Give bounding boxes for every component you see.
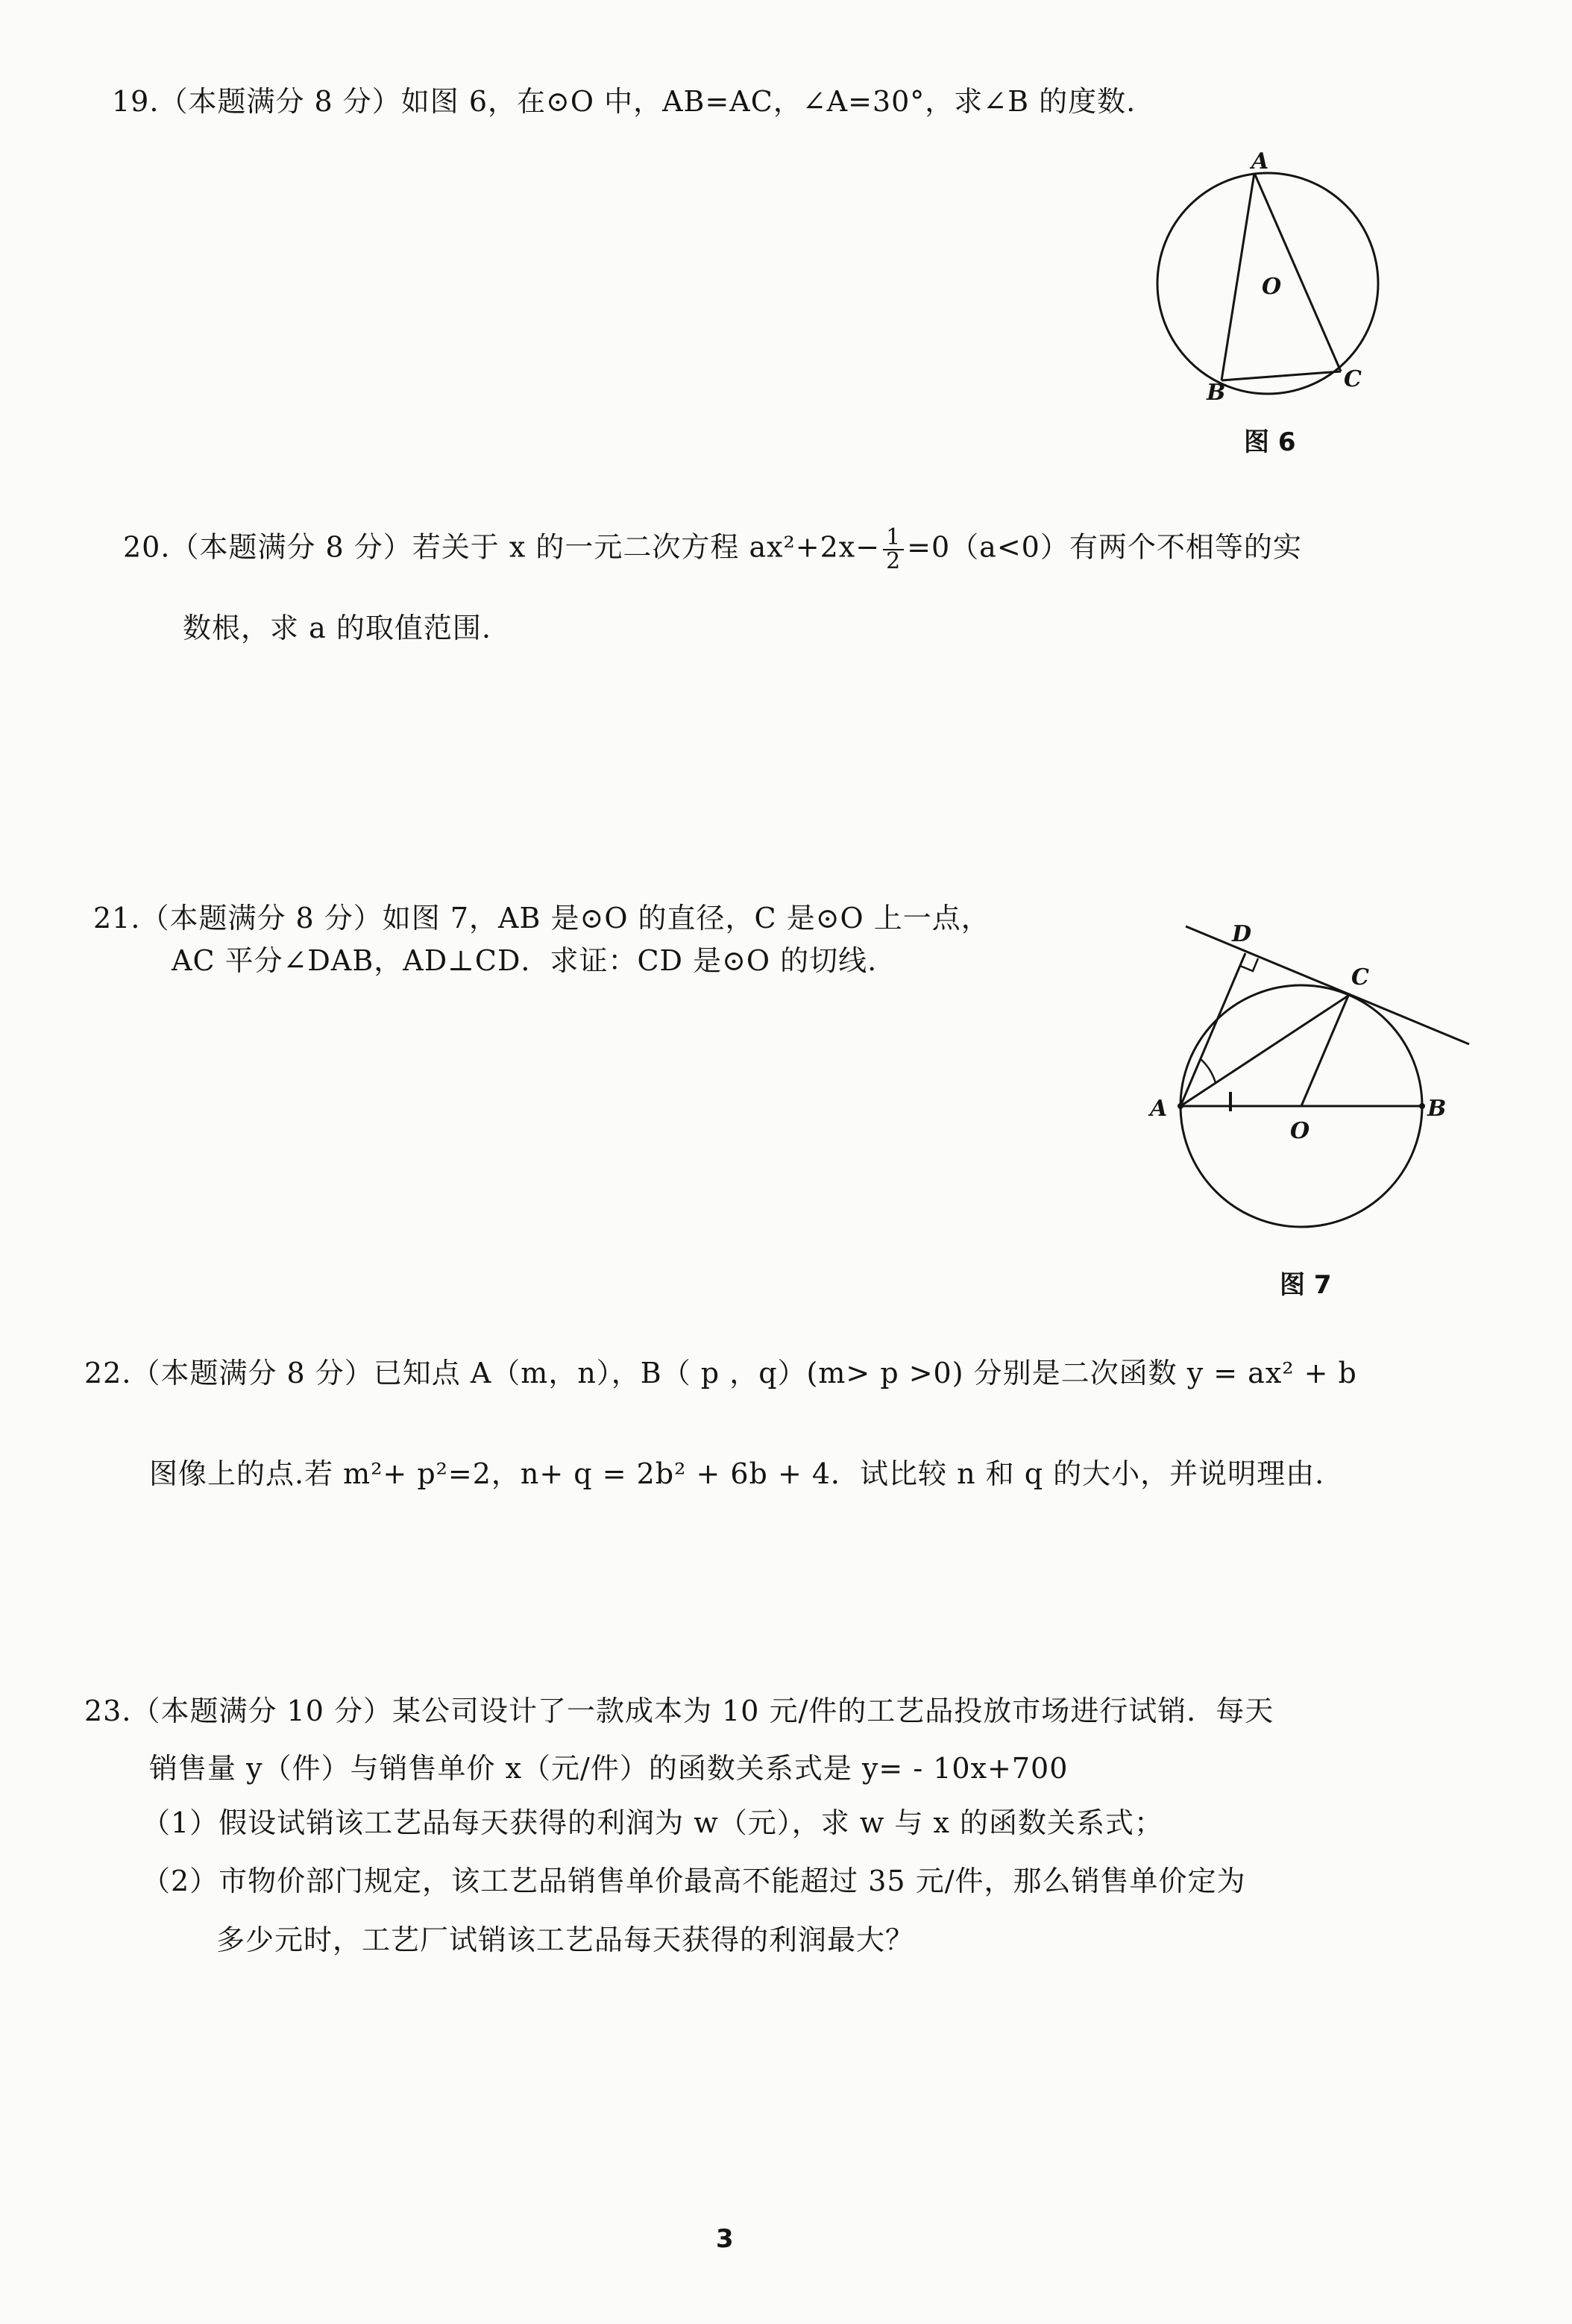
q19-text: 19.（本题满分 8 分）如图 6，在⊙O 中，AB=AC，∠A=30°，求∠B 的度数. bbox=[112, 85, 1136, 118]
q20-line2: 数根，求 a 的取值范围. bbox=[183, 612, 491, 644]
point-b bbox=[1419, 1103, 1425, 1109]
segment-ad bbox=[1180, 953, 1245, 1106]
label-o: O bbox=[1290, 1118, 1310, 1144]
label-c: C bbox=[1344, 366, 1362, 392]
tangent-cd bbox=[1186, 926, 1469, 1044]
q21-line1: 21.（本题满分 8 分）如图 7，AB 是⊙O 的直径，C 是⊙O 上一点， bbox=[93, 902, 990, 935]
figure-6 bbox=[1141, 149, 1395, 418]
segment-ac bbox=[1180, 996, 1348, 1106]
q21-line2: AC 平分∠DAB，AD⊥CD．求证：CD 是⊙O 的切线. bbox=[172, 944, 878, 977]
label-c: C bbox=[1351, 964, 1369, 990]
figure-6-caption: 图 6 bbox=[1244, 427, 1296, 457]
q23-sub1: （1）假设试销该工艺品每天获得的利润为 w（元），求 w 与 x 的函数关系式； bbox=[142, 1806, 1164, 1839]
figure-7 bbox=[1141, 910, 1491, 1283]
q23-sub2-line1: （2）市物价部门规定，该工艺品销售单价最高不能超过 35 元/件，那么销售单价定为 bbox=[142, 1865, 1246, 1897]
figure-7-caption: 图 7 bbox=[1280, 1270, 1332, 1300]
label-o: O bbox=[1262, 274, 1282, 300]
label-a: A bbox=[1150, 1096, 1168, 1122]
q23-line2: 销售量 y（件）与销售单价 x（元/件）的函数关系式是 y= - 10x+700 bbox=[149, 1752, 1069, 1785]
segment-ab bbox=[1222, 173, 1254, 380]
page-number: 3 bbox=[716, 2224, 734, 2254]
point-a bbox=[1178, 1103, 1183, 1109]
q23-sub2-line2: 多少元时，工艺厂试销该工艺品每天获得的利润最大？ bbox=[216, 1923, 915, 1956]
q23-line1: 23.（本题满分 10 分）某公司设计了一款成本为 10 元/件的工艺品投放市场进行试销．每天 bbox=[84, 1695, 1274, 1727]
label-b: B bbox=[1207, 380, 1226, 406]
q22-line2: 图像上的点.若 m²+ p²=2，n+ q = 2b² + 6b + 4．试比较 n 和 q 的大小，并说明理由. bbox=[149, 1457, 1325, 1490]
q20-line1: 20.（本题满分 8 分）若关于 x 的一元二次方程 ax²+2x− $\frac{1}{2}$ =0（a<0）有两个不相等的实 bbox=[123, 524, 1302, 574]
label-d: D bbox=[1232, 921, 1252, 947]
angle-mark-dac bbox=[1201, 1059, 1216, 1083]
label-b: B bbox=[1427, 1096, 1447, 1122]
q22-line1: 22.（本题满分 8 分）已知点 A（m，n），B（ p ，q）(m> p >0) 分别是二次函数 y = ax² + b bbox=[84, 1357, 1357, 1389]
segment-ac bbox=[1254, 173, 1341, 371]
label-a: A bbox=[1251, 149, 1269, 175]
fraction-one-half: $\frac{1}{2}$ bbox=[883, 527, 904, 573]
